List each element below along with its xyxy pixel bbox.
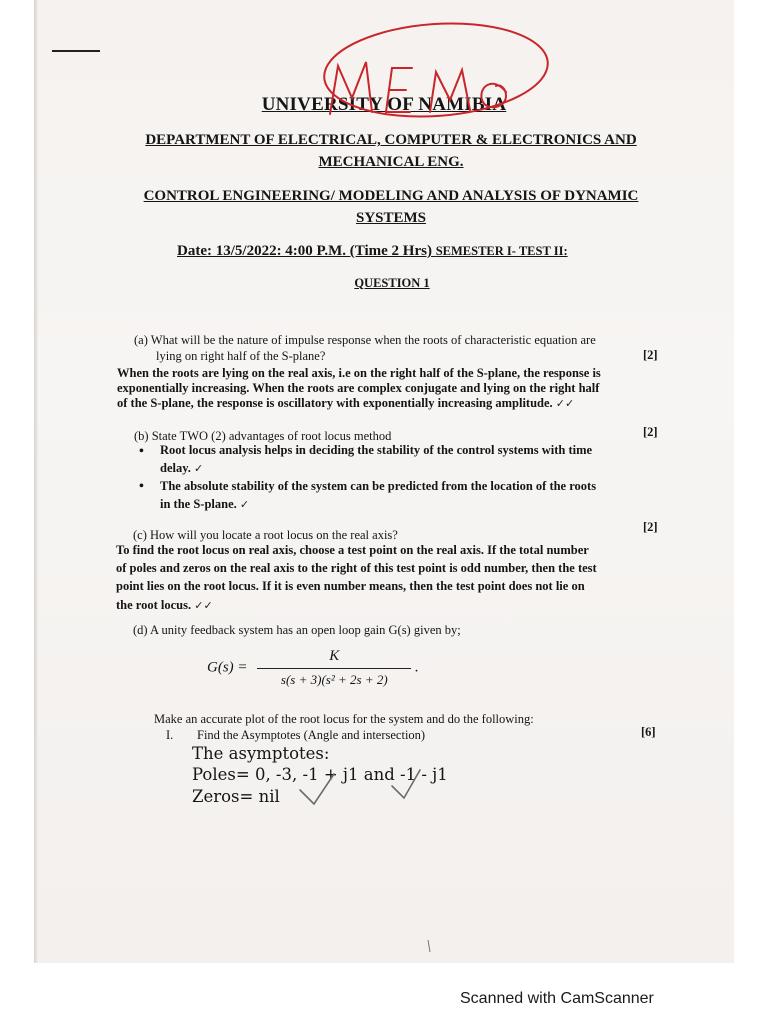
part-d-item-number: I. [166, 728, 174, 742]
bullet-2-symbol: • [139, 479, 144, 494]
course-line-2: SYSTEMS [355, 210, 427, 226]
ink-speck [428, 940, 430, 952]
memo-letter-e [386, 68, 412, 112]
part-c-marks: [2] [643, 520, 658, 534]
exam-date: Date: 13/5/2022: 4:00 P.M. (Time 2 Hrs) [177, 243, 432, 259]
part-a-tick-marks: ✓✓ [555, 398, 575, 410]
bullet-1-tick: ✓ [194, 463, 204, 475]
part-a-question-line-2: lying on right half of the S-plane? [156, 349, 326, 363]
part-c-question: (c) How will you locate a root locus on the real axis? [133, 528, 398, 542]
part-a-answer-text: of the S-plane, the response is oscillatory with exponentially increasing amplitude. [117, 396, 553, 410]
formula-numerator: K [257, 648, 411, 669]
part-b-question: (b) State TWO (2) advantages of root locus method [134, 429, 392, 443]
part-c-answer-line-1: To find the root locus on real axis, choose a test point on the real axis. If the total number [116, 543, 589, 557]
asymptotes-answer-line-1: The asymptotes: [192, 744, 330, 763]
part-a-marks: [2] [643, 348, 658, 362]
exam-semester: SEMESTER I- TEST II: [435, 244, 568, 258]
asymptotes-answer-line-2: Poles= 0, -3, -1 + j1 and -1 - j1 [192, 765, 448, 784]
part-a-answer-line-1: When the roots are lying on the real axis, i.e on the right half of the S-plane, the response is [117, 366, 601, 380]
part-c-answer-line-3: point lies on the root locus. If it is even number means, then the test point does not lie on [116, 579, 585, 593]
check-mark-icon [392, 770, 420, 798]
part-d-instruction: Make an accurate plot of the root locus for the system and do the following: [154, 712, 534, 726]
bullet-2-tick: ✓ [239, 499, 250, 511]
formula-end: . [415, 659, 419, 676]
part-b-marks: [2] [643, 425, 658, 439]
part-c-tick-marks: ✓✓ [194, 600, 213, 612]
bullet-1-text: delay. [160, 461, 191, 475]
department-line-2: MECHANICAL ENG. [318, 154, 464, 170]
department-line-1: DEPARTMENT OF ELECTRICAL, COMPUTER & ELECTRONICS AND [145, 132, 637, 148]
memo-letter-m [330, 62, 372, 114]
scanner-footer: Scanned with CamScanner [460, 990, 654, 1007]
check-mark-icon [300, 774, 334, 804]
part-d-item-text: Find the Asymptotes (Angle and intersection) [197, 728, 426, 742]
course-line-1: CONTROL ENGINEERING/ MODELING AND ANALYSIS OF DYNAMIC [143, 188, 639, 204]
part-c-answer-line-2: of poles and zeros on the real axis to the right of this test point is odd number, then the test [116, 561, 597, 575]
part-a-answer-line-2: exponentially increasing. When the roots are complex conjugate and lying on the right half [117, 381, 600, 395]
bullet-2-line-1: The absolute stability of the system can be predicted from the location of the roots [160, 479, 597, 493]
bullet-1-line-1: Root locus analysis helps in deciding the stability of the control systems with time [160, 443, 593, 457]
bullet-2-text: in the S-plane. [160, 497, 237, 511]
question-title: QUESTION 1 [354, 276, 430, 290]
formula-denominator: s(s + 3)(s² + 2s + 2) [280, 672, 388, 687]
part-a-question-line-1: (a) What will be the nature of impulse response when the roots of characteristic equation are [134, 333, 596, 347]
part-c-answer-text: the root locus. [116, 598, 192, 612]
memo-letter-m2 [430, 70, 470, 112]
university-title: UNIVERSITY OF NAMIBIA [261, 94, 507, 115]
part-d-question: (d) A unity feedback system has an open loop gain G(s) given by; [133, 623, 461, 637]
asymptotes-answer-line-3: Zeros= nil [192, 787, 280, 806]
part-d-marks: [6] [641, 725, 656, 739]
formula-lhs: G(s) = [207, 659, 248, 676]
memo-letter-o [481, 84, 506, 107]
bullet-1-symbol: • [139, 444, 144, 459]
